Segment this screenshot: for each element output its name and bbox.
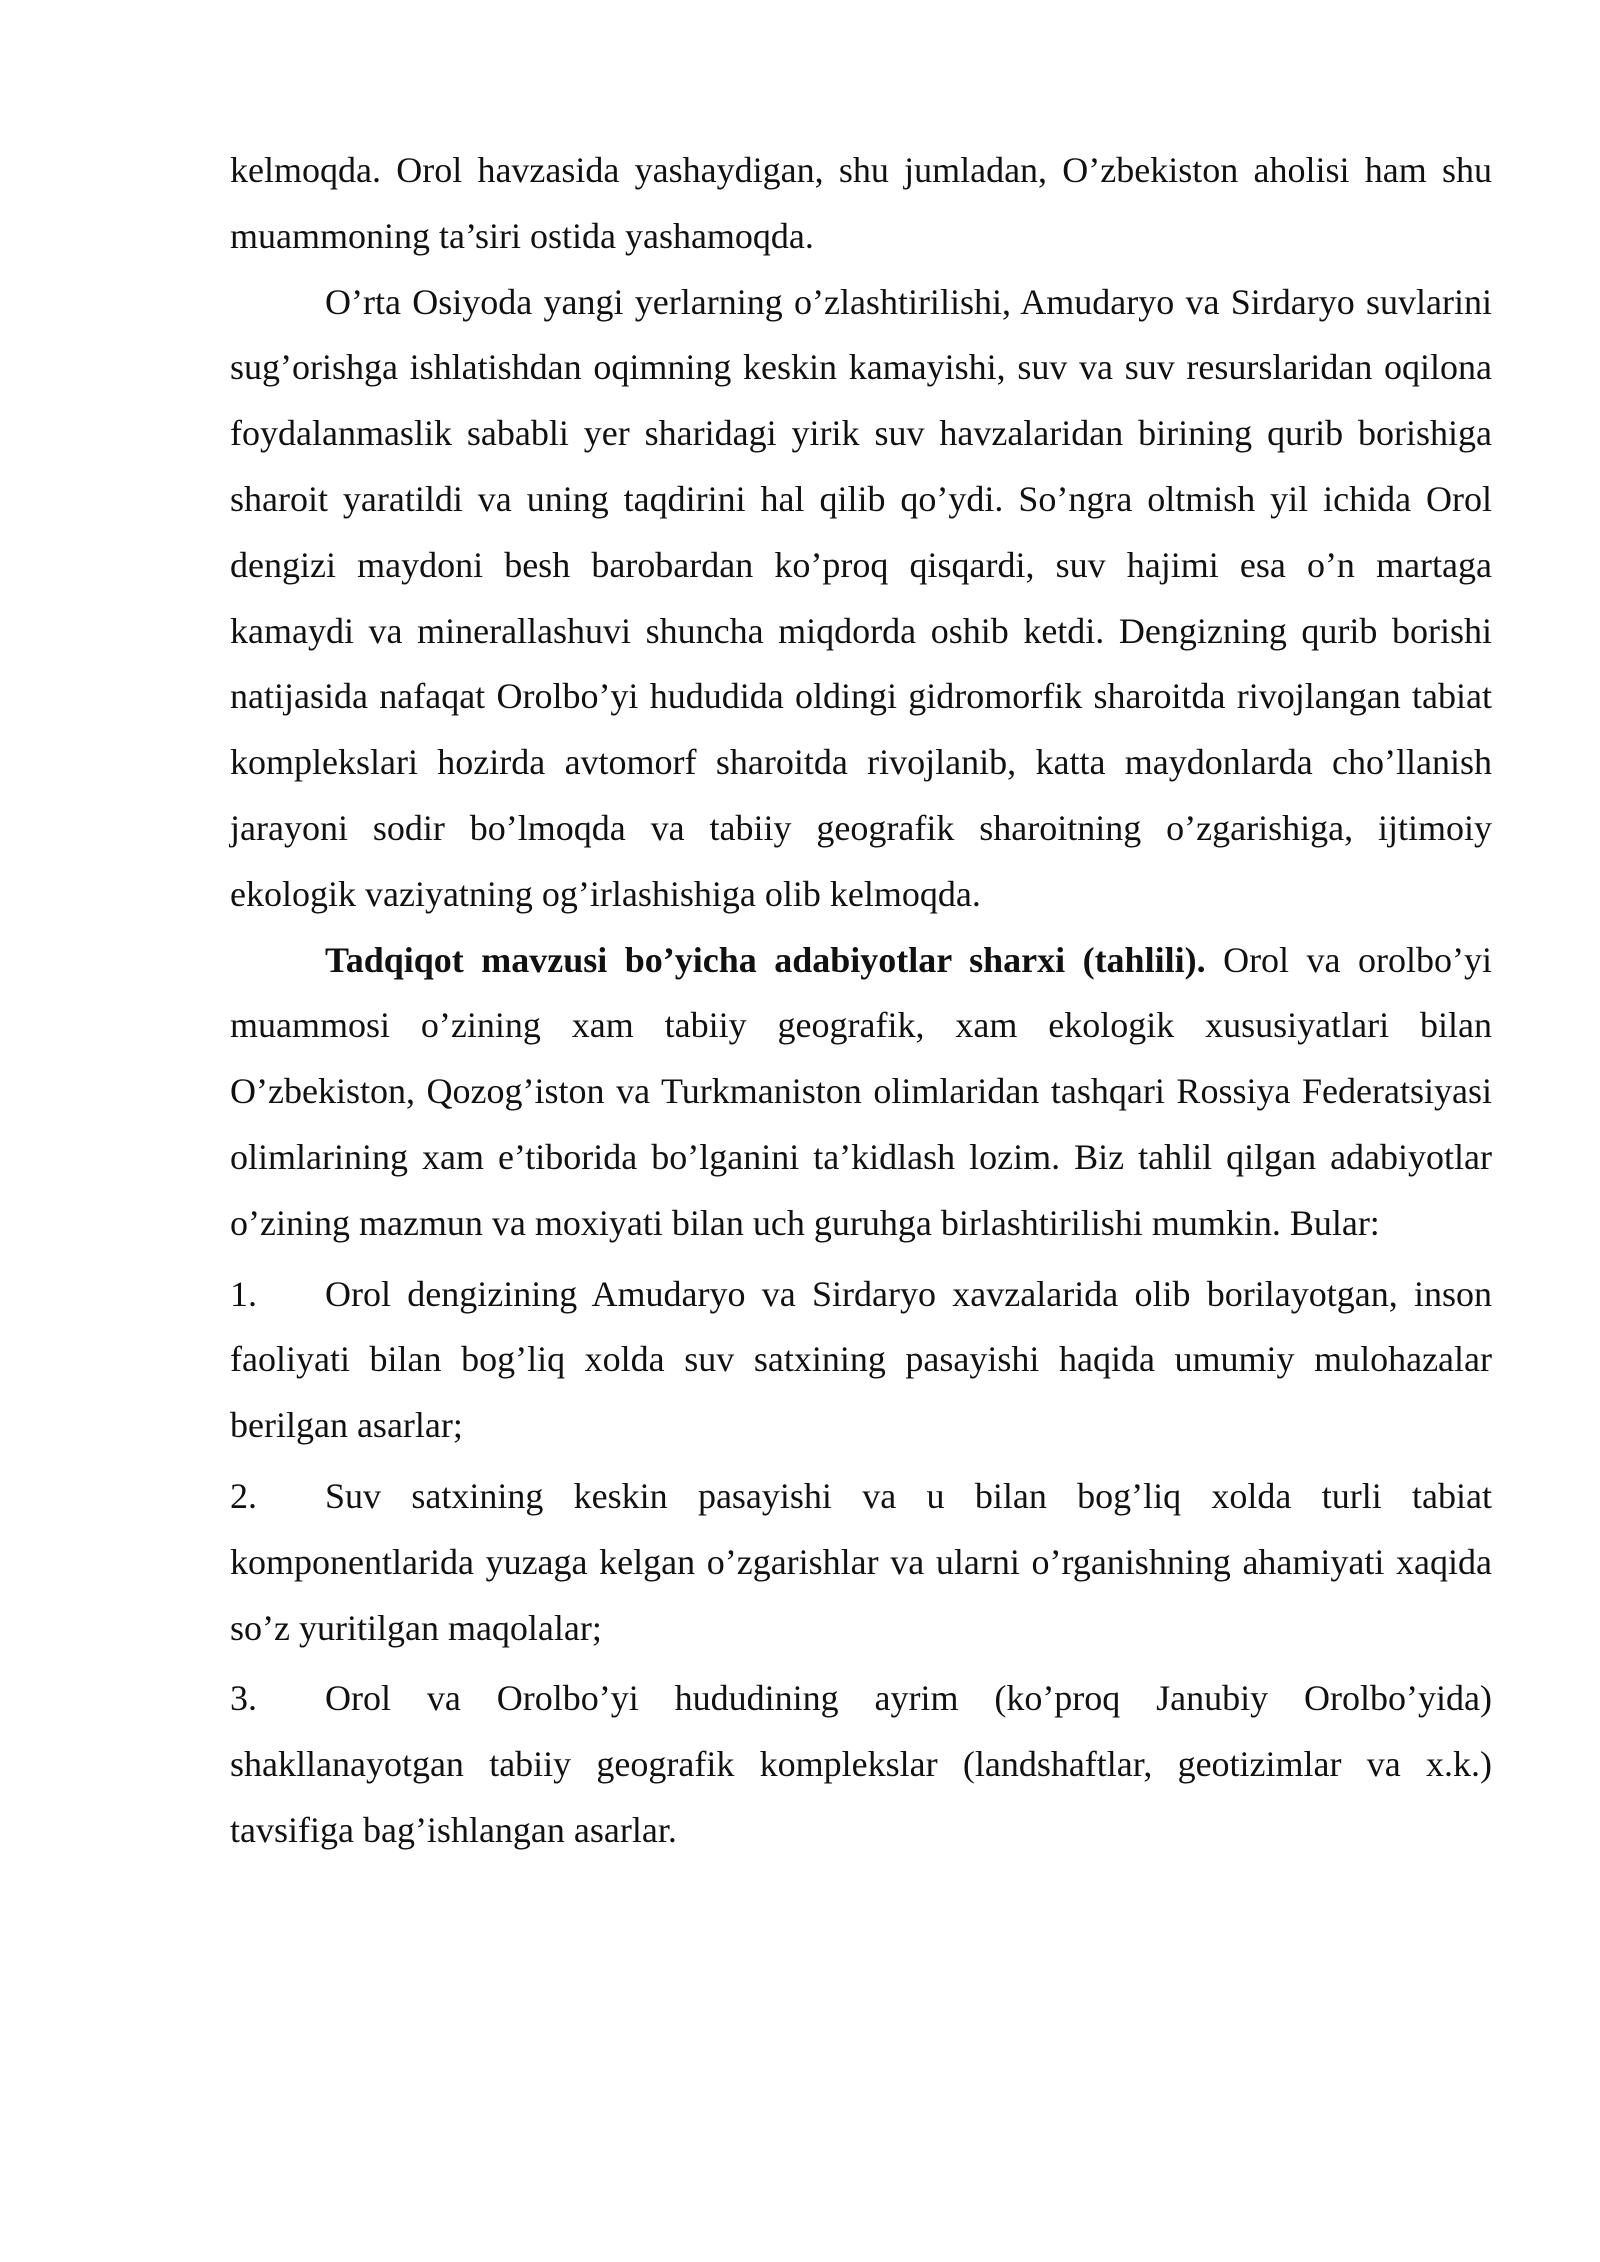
list-item-text: Suv satxining keskin pasayishi va u bilan bog’liq xolda turli tabiat komponentlarida yuzaga kelgan o’zgarishlar va ularni o’rganishning ahamiyati xaqida so’z yuritilgan maqolalar;: [230, 1475, 1492, 1648]
list-number: 2.: [230, 1475, 257, 1516]
list-item-1: [230, 1262, 1492, 1459]
list-item-text: Orol va Orolbo’yi hududining ayrim (ko’proq Janubiy Orolbo’yida) shakllanayotgan tabiiy geografik komplekslar (landshaftlar, geotizimlar va x.k.) tavsifiga bag’ishlangan asarlar.: [230, 1678, 1492, 1850]
list-item-2: [230, 1464, 1492, 1661]
paragraph-continuation: kelmoqda. Orol havzasida yashaydigan, shu jumladan, O’zbekiston aholisi ham shu muammoning ta’siri ostida yashamoqda.: [230, 150, 1492, 256]
paragraph-literature-review: [230, 928, 1492, 1257]
section-heading: Tadqiqot mavzusi bo’yicha adabiyotlar sharxi (tahlili).: [325, 939, 1206, 980]
list-item-3: [230, 1666, 1492, 1863]
list-item-text: Orol dengizining Amudaryo va Sirdaryo xavzalarida olib borilayotgan, inson faoliyati bilan bog’liq xolda suv satxining pasayishi haqida umumiy mulohazalar berilgan asarlar;: [230, 1273, 1492, 1446]
paragraph-aral-drying: O’rta Osiyoda yangi yerlarning o’zlashtirilishi, Amudaryo va Sirdaryo suvlarini sug’orishga ishlatishdan oqimning keskin kamayishi, suv va suv resurslaridan oqilona foydalanmaslik sababli yer sharidagi yirik suv havzalaridan birining qurib borishiga sharoit yaratildi va uning taqdirini hal qilib qo’ydi. So’ngra oltmish yil ichida Orol dengizi maydoni besh barobardan ko’proq qisqardi, suv hajimi esa o’n martaga kamaydi va minerallashuvi shuncha miqdorda oshib ketdi. Dengizning qurib borishi natijasida nafaqat Orolbo’yi hududida oldingi gidromorfik sharoitda rivojlangan tabiat komplekslari hozirda avtomorf sharoitda rivojlanib, katta maydonlarda cho’llanish jarayoni sodir bo’lmoqda va tabiiy geografik sharoitning o’zgarishiga, ijtimoiy ekologik vaziyatning og’irlashishiga olib kelmoqda.: [230, 281, 1492, 914]
list-number: 3.: [230, 1678, 257, 1719]
document-page: [230, 138, 1492, 1864]
list-number: 1.: [230, 1273, 257, 1314]
paragraph-literature-body: Orol va orolbo’yi muammosi o’zining xam tabiiy geografik, xam ekologik xususiyatlari bilan O’zbekiston, Qozog’iston va Turkmaniston olimlaridan tashqari Rossiya Federatsiyasi olimlarining xam e’tiborida bo’lganini ta’kidlash lozim. Biz tahlil qilgan adabiyotlar o’zining mazmun va moxiyati bilan uch guruhga birlashtirilishi mumkin. Bular:: [230, 939, 1492, 1243]
